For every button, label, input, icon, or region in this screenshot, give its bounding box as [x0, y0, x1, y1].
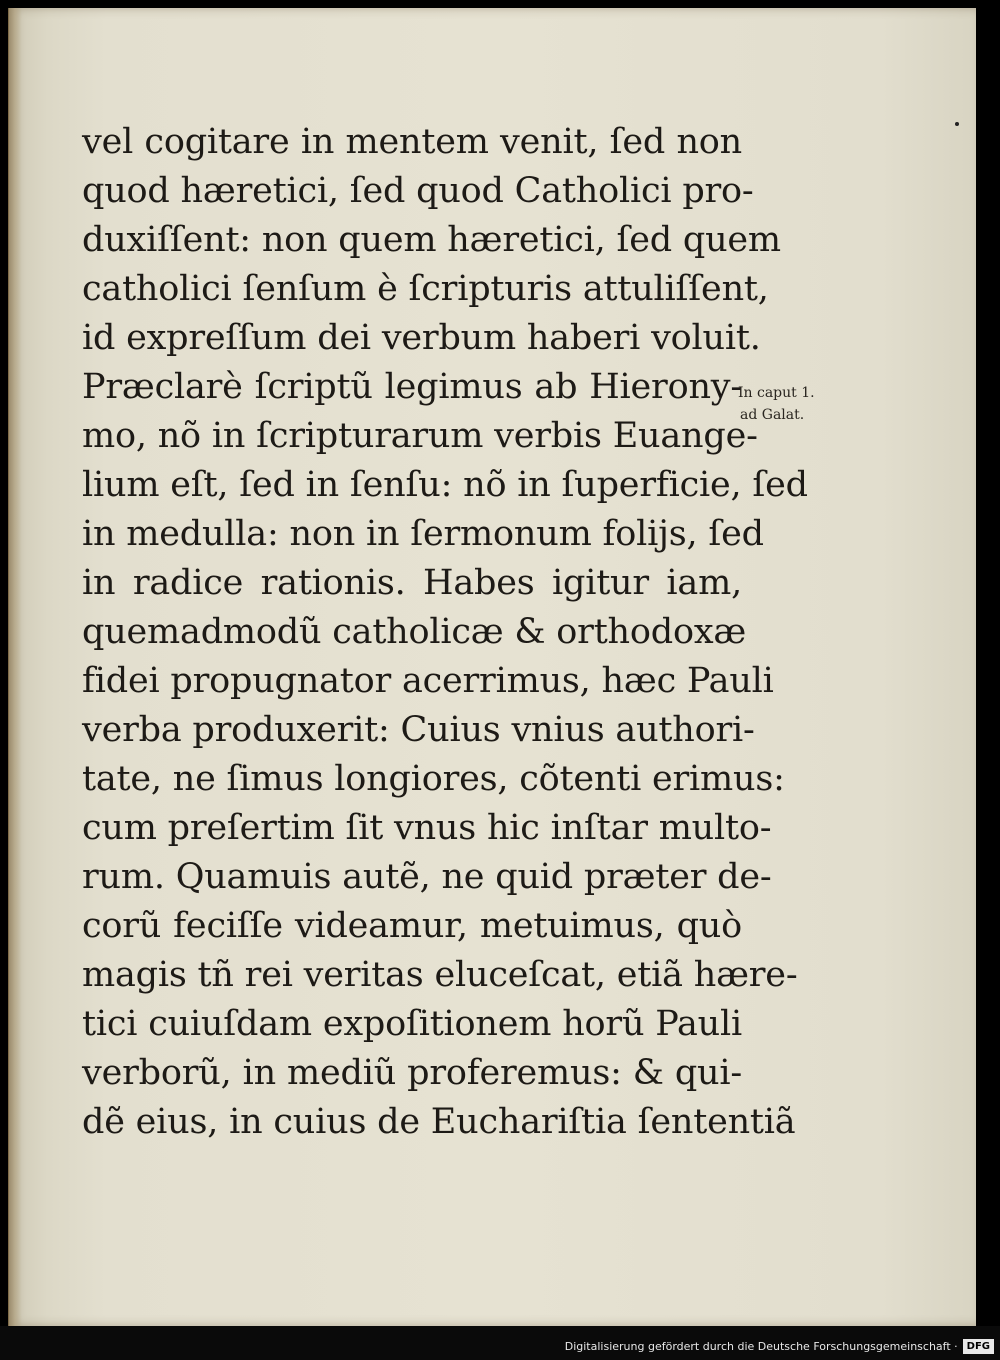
text-line: in medulla: non in ſermonum folijs, ſed: [82, 514, 764, 554]
text-line: vel cogitare in mentem venit, ſed non: [82, 122, 742, 162]
text-line: mo, nõ in ſcripturarum verbis Euange-: [82, 416, 758, 456]
marginal-note-line: In caput 1.: [738, 385, 815, 401]
text-line: lium eſt, ſed in ſenſu: nõ in ſuperficie, ſed: [82, 465, 808, 505]
text-line: tate, ne ſimus longiores, cõtenti erimus:: [82, 759, 785, 799]
text-line: fidei propugnator acerrimus, hæc Pauli: [82, 661, 774, 701]
text-line: verborũ, in mediũ proferemus: & qui-: [82, 1053, 742, 1093]
text-line: id expreſſum dei verbum haberi voluit.: [82, 318, 761, 358]
text-line: catholici ſenſum è ſcripturis attuliſſent,: [82, 269, 769, 309]
digitization-credit: [565, 1339, 994, 1354]
text-line: verba produxerit: Cuius vnius authori-: [82, 710, 755, 750]
ink-speck: [955, 122, 959, 126]
text-line: quod hæretici, ſed quod Catholici pro-: [82, 171, 754, 211]
marginal-note-line: ad Galat.: [740, 407, 805, 423]
text-line: corũ feciſſe videamur, metuimus, quò: [82, 906, 742, 946]
text-line: rum. Quamuis autẽ, ne quid præter de-: [82, 857, 772, 897]
text-line: dẽ eius, in cuius de Euchariſtia ſententiã: [82, 1102, 796, 1142]
marginal-note: [738, 382, 848, 426]
page-gutter-shadow: [8, 8, 22, 1326]
text-line: duxiſſent: non quem hæretici, ſed quem: [82, 220, 781, 260]
text-line: Præclarè ſcriptũ legimus ab Hierony-: [82, 367, 742, 407]
dfg-logo-icon: DFG: [963, 1339, 994, 1354]
text-line: magis tñ rei veritas eluceſcat, etiã hære-: [82, 955, 798, 995]
credit-text: Digitalisierung gefördert durch die Deutsche Forschungsgemeinschaft ·: [564, 1340, 958, 1353]
text-line: cum preſertim ſit vnus hic inſtar multo-: [82, 808, 772, 848]
text-line: tici cuiuſdam expoſitionem horũ Pauli: [82, 1004, 742, 1044]
text-line: in radice rationis. Habes igitur iam,: [82, 563, 742, 603]
text-line: quemadmodũ catholicæ & orthodoxæ: [82, 612, 747, 652]
